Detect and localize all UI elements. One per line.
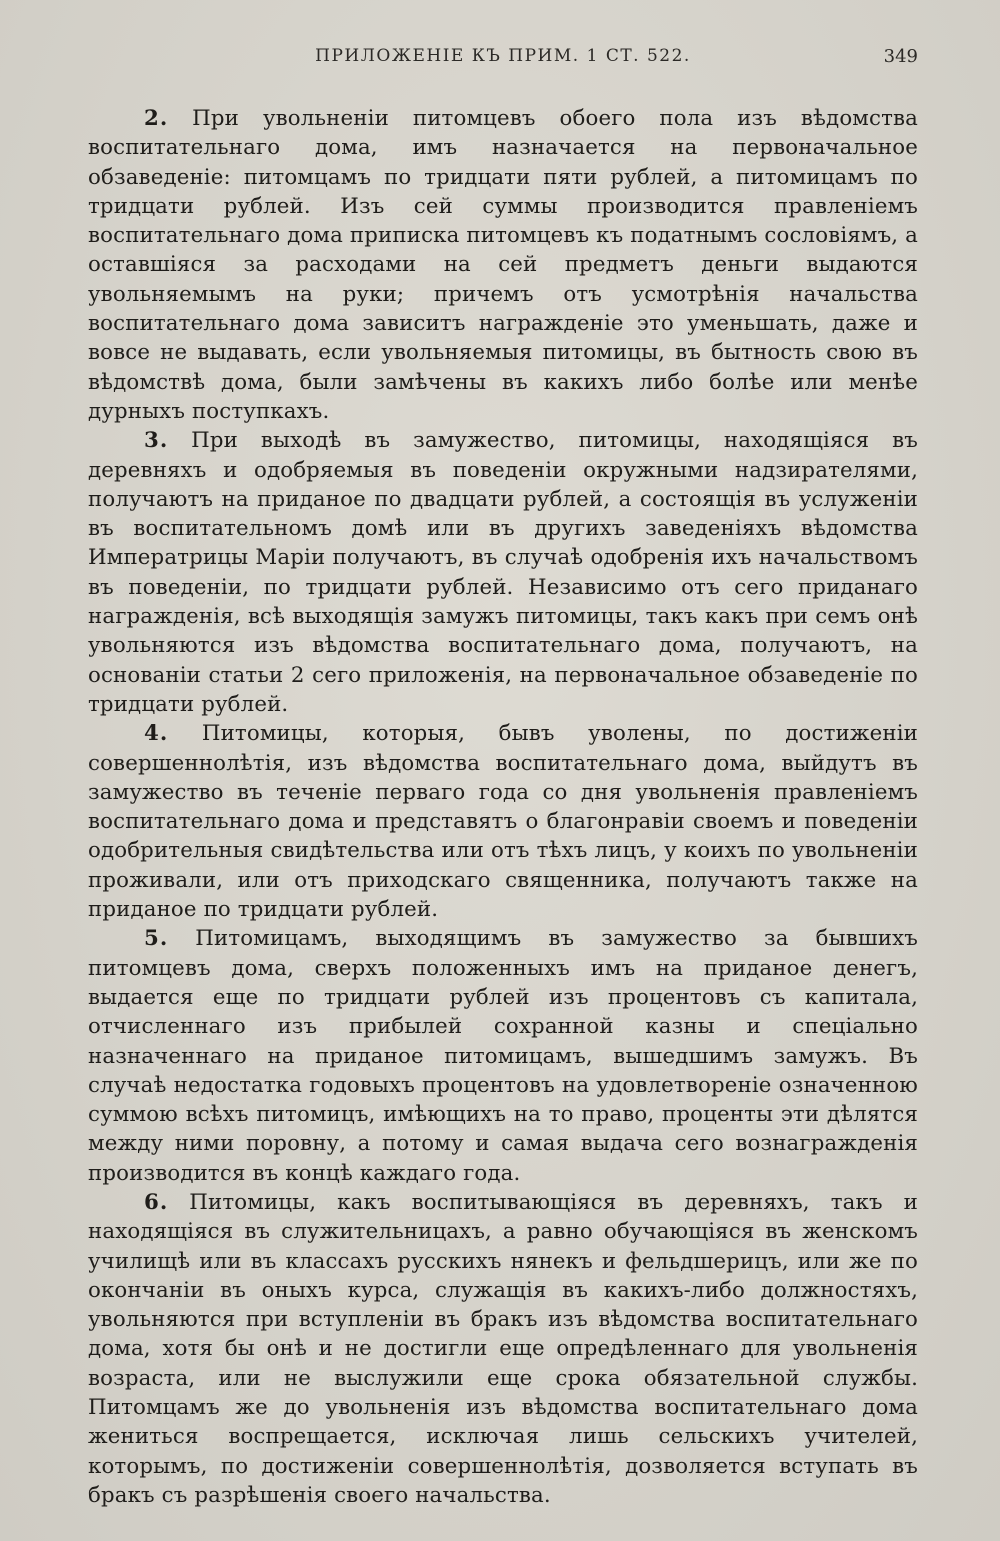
paragraph-text: Питомицы, какъ воспитывающіяся въ деревняхъ, такъ и находящіяся въ служительницахъ, а равно обучающіяся въ женскомъ училищѣ или въ классахъ русскихъ нянекъ и фельдшерицъ, или же по окончаніи въ оныхъ курса, служащія въ какихъ-либо должностяхъ, увольняются при вступленіи въ бракъ изъ вѣдомства воспитательнаго дома, хотя бы онѣ и не достигли еще опредѣленнаго для увольненія возраста, или не выслужили еще срока обязательной службы. Питомцамъ же до увольненія изъ вѣдомства воспитательнаго дома жениться воспрещается, исключая лишь сельскихъ учителей, которымъ, по достиженіи совершеннолѣтія, дозволяется вступать въ бракъ съ разрѣшенія своего начальства. <box>88 1189 919 1508</box>
paragraph-number: 6. <box>144 1189 169 1215</box>
page-number: 349 <box>883 46 918 67</box>
paragraph-6 <box>88 1188 918 1510</box>
paragraph-number: 5. <box>144 926 169 952</box>
paragraph-number: 4. <box>144 721 169 747</box>
paragraph-text: Питомицамъ, выходящимъ въ замужество за бывшихъ питомцевъ дома, сверхъ положенныхъ имъ на приданое денегъ, выдается еще по тридцати рублей изъ процентовъ съ капитала, отчисленнаго изъ прибылей сохранной казны и спеціально назначеннаго на приданое питомицамъ, вышедшимъ замужъ. Въ случаѣ недостатка годовыхъ процентовъ на удовлетвореніе означенною суммою всѣхъ питомицъ, имѣющихъ на то право, проценты эти дѣлятся между ними поровну, а потому и самая выдача сего вознагражденія производится въ концѣ каждаго года. <box>88 926 919 1186</box>
paragraph-5 <box>88 924 918 1188</box>
paragraph-number: 3. <box>144 428 169 454</box>
paragraph-2 <box>88 104 918 426</box>
paragraph-text: При выходѣ въ замужество, питомицы, находящіяся въ деревняхъ и одобряемыя въ поведеніи окружными надзирателями, получаютъ на приданое по двадцати рублей, а состоящія въ услуженіи въ воспитательномъ домѣ или въ другихъ заведеніяхъ вѣдомства Императрицы Маріи получаютъ, въ случаѣ одобренія ихъ начальствомъ въ поведеніи, по тридцати рублей. Независимо отъ сего приданаго награжденія, всѣ выходящія замужъ питомицы, такъ какъ при семъ онѣ увольняются изъ вѣдомства воспитательнаго дома, получаютъ, на основаніи статьи 2 сего приложенія, на первоначальное обзаведеніе по тридцати рублей. <box>88 428 918 717</box>
paragraph-3 <box>88 426 918 719</box>
running-title: ПРИЛОЖЕНІЕ КЪ ПРИМ. 1 СТ. 522. <box>315 46 691 66</box>
paragraph-4 <box>88 719 918 924</box>
page-header <box>88 46 918 76</box>
paragraph-text: Питомицы, которыя, бывъ уволены, по достиженіи совершеннолѣтія, изъ вѣдомства воспитательнаго дома, выйдутъ въ замужество въ теченіе перваго года со дня увольненія правленіемъ воспитательнаго дома и представятъ о благонравіи своемъ и поведеніи одобрительныя свидѣтельства или отъ тѣхъ лицъ, у коихъ по увольненіи проживали, или отъ приходскаго священника, получаютъ также на приданое по тридцати рублей. <box>88 721 918 923</box>
paragraph-text: При увольненіи питомцевъ обоего пола изъ вѣдомства воспитательнаго дома, имъ назначается на первоначальное обзаведеніе: питомцамъ по тридцати пяти рублей, а питомицамъ по тридцати рублей. Изъ сей суммы производится правленіемъ воспитательнаго дома приписка питомцевъ къ податнымъ сословіямъ, а оставшіяся за расходами на сей предметъ деньги выдаются увольняемымъ на руки; причемъ отъ усмотрѣнія начальства воспитательнаго дома зависитъ награжденіе это уменьшать, даже и вовсе не выдавать, если увольняемыя питомицы, въ бытность свою въ вѣдомствѣ дома, были замѣчены въ какихъ либо болѣе или менѣе дурныхъ поступкахъ. <box>88 106 918 424</box>
page-body <box>88 104 918 1510</box>
paragraph-number: 2. <box>144 106 169 131</box>
